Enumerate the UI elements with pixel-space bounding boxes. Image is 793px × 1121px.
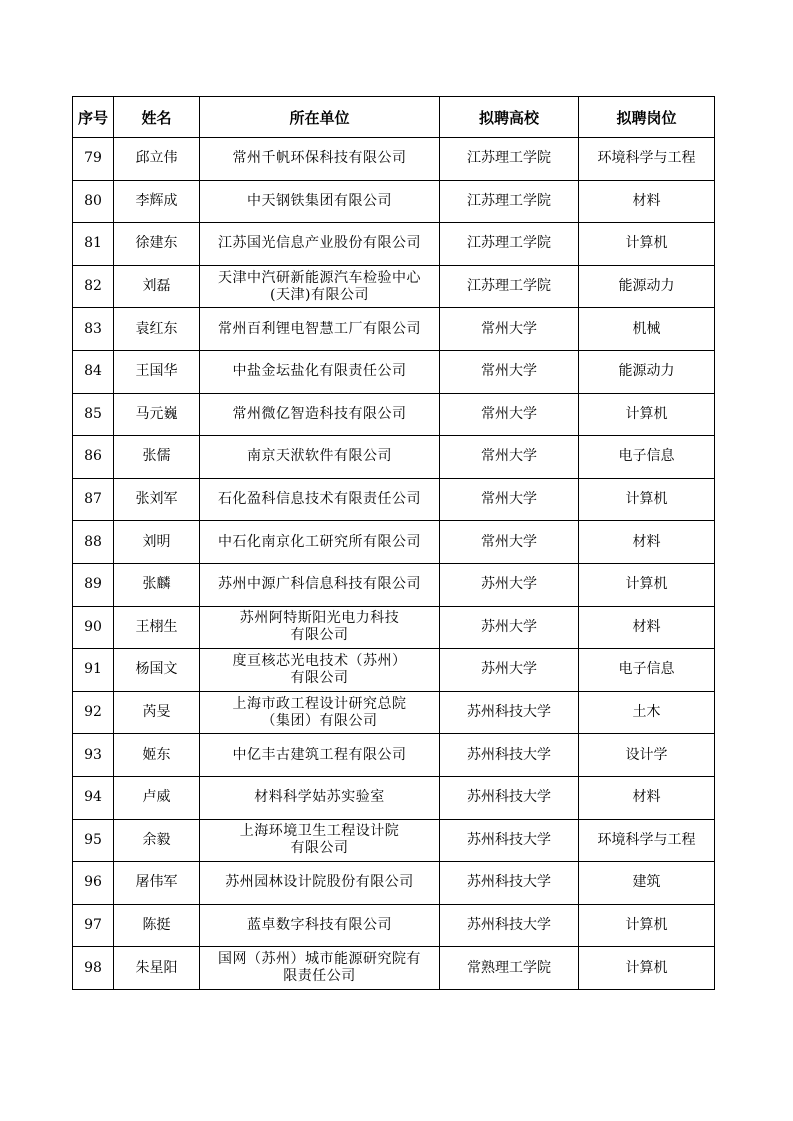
cell-school: 苏州大学 (440, 606, 579, 649)
cell-name: 杨国文 (114, 649, 200, 692)
cell-post: 设计学 (579, 734, 715, 777)
table-row (73, 521, 715, 564)
cell-unit (200, 563, 440, 606)
cell-post: 能源动力 (579, 265, 715, 308)
cell-post: 计算机 (579, 904, 715, 947)
cell-unit (200, 947, 440, 990)
cell-no: 81 (73, 223, 114, 266)
table-row (73, 308, 715, 351)
cell-name: 刘磊 (114, 265, 200, 308)
cell-unit (200, 904, 440, 947)
cell-no: 83 (73, 308, 114, 351)
table-row (73, 478, 715, 521)
cell-name: 王国华 (114, 350, 200, 393)
cell-no: 79 (73, 138, 114, 181)
unit-line-2: 限责任公司 (283, 968, 356, 985)
cell-no: 92 (73, 691, 114, 734)
cell-post: 土木 (579, 691, 715, 734)
unit-line-2: (天津)有限公司 (270, 286, 369, 303)
table-row (73, 223, 715, 266)
unit-line-1: 天津中汽研新能源汽车检验中心 (218, 269, 421, 286)
cell-name: 马元巍 (114, 393, 200, 436)
cell-post: 机械 (579, 308, 715, 351)
unit-line-1: 中亿丰古建筑工程有限公司 (232, 746, 407, 763)
unit-line-2: （集团）有限公司 (261, 712, 378, 729)
cell-no: 89 (73, 563, 114, 606)
cell-name: 张麟 (114, 563, 200, 606)
cell-unit (200, 180, 440, 223)
cell-unit (200, 819, 440, 862)
cell-no: 90 (73, 606, 114, 649)
unit-line-1: 中石化南京化工研究所有限公司 (218, 533, 421, 550)
cell-name: 徐建东 (114, 223, 200, 266)
header-school: 拟聘高校 (440, 97, 579, 138)
unit-line-1: 常州百利锂电智慧工厂有限公司 (218, 320, 421, 337)
cell-unit (200, 734, 440, 777)
cell-name: 袁红东 (114, 308, 200, 351)
cell-no: 84 (73, 350, 114, 393)
unit-line-1: 苏州阿特斯阳光电力科技 (239, 610, 400, 627)
cell-name: 芮旻 (114, 691, 200, 734)
table-row (73, 734, 715, 777)
unit-line-1: 江苏国光信息产业股份有限公司 (218, 235, 421, 252)
header-unit: 所在单位 (200, 97, 440, 138)
header-no: 序号 (73, 97, 114, 138)
unit-line-2: 有限公司 (290, 627, 349, 644)
cell-school: 苏州科技大学 (440, 734, 579, 777)
unit-line-1: 国网（苏州）城市能源研究院有 (218, 951, 421, 968)
cell-unit (200, 223, 440, 266)
cell-no: 86 (73, 436, 114, 479)
cell-unit (200, 393, 440, 436)
cell-post: 建筑 (579, 862, 715, 905)
cell-unit (200, 138, 440, 181)
unit-line-2: 有限公司 (290, 840, 349, 857)
cell-no: 85 (73, 393, 114, 436)
cell-name: 姬东 (114, 734, 200, 777)
cell-post: 环境科学与工程 (579, 819, 715, 862)
unit-line-1: 石化盈科信息技术有限责任公司 (218, 491, 421, 508)
cell-school: 常州大学 (440, 350, 579, 393)
cell-post: 材料 (579, 180, 715, 223)
table-row (73, 649, 715, 692)
cell-school: 苏州大学 (440, 649, 579, 692)
cell-post: 计算机 (579, 563, 715, 606)
cell-school: 江苏理工学院 (440, 180, 579, 223)
cell-name: 王栩生 (114, 606, 200, 649)
unit-line-1: 中盐金坛盐化有限责任公司 (232, 363, 407, 380)
cell-school: 常州大学 (440, 521, 579, 564)
unit-line-1: 度亘核芯光电技术（苏州） (232, 652, 407, 669)
cell-name: 张刘军 (114, 478, 200, 521)
table-row (73, 563, 715, 606)
unit-line-1: 常州微亿智造科技有限公司 (232, 405, 407, 422)
table-row (73, 436, 715, 479)
cell-no: 91 (73, 649, 114, 692)
cell-name: 朱星阳 (114, 947, 200, 990)
cell-name: 张儒 (114, 436, 200, 479)
cell-school: 苏州科技大学 (440, 691, 579, 734)
cell-school: 常州大学 (440, 393, 579, 436)
cell-post: 材料 (579, 521, 715, 564)
cell-school: 苏州科技大学 (440, 862, 579, 905)
cell-unit (200, 776, 440, 819)
cell-unit (200, 862, 440, 905)
cell-unit (200, 478, 440, 521)
cell-school: 常熟理工学院 (440, 947, 579, 990)
cell-name: 卢威 (114, 776, 200, 819)
table-header-row (73, 97, 715, 138)
cell-no: 80 (73, 180, 114, 223)
cell-name: 陈挺 (114, 904, 200, 947)
unit-line-1: 材料科学姑苏实验室 (254, 789, 385, 806)
table-row (73, 180, 715, 223)
table-row (73, 819, 715, 862)
cell-post: 电子信息 (579, 436, 715, 479)
unit-line-1: 中天钢铁集团有限公司 (247, 192, 392, 209)
cell-school: 江苏理工学院 (440, 223, 579, 266)
cell-name: 刘明 (114, 521, 200, 564)
cell-no: 82 (73, 265, 114, 308)
cell-school: 苏州科技大学 (440, 904, 579, 947)
table-row (73, 776, 715, 819)
cell-school: 苏州科技大学 (440, 819, 579, 862)
table-row (73, 862, 715, 905)
cell-no: 96 (73, 862, 114, 905)
cell-post: 计算机 (579, 478, 715, 521)
cell-no: 88 (73, 521, 114, 564)
table-row (73, 691, 715, 734)
unit-line-1: 上海市政工程设计研究总院 (232, 695, 407, 712)
cell-school: 常州大学 (440, 436, 579, 479)
cell-no: 93 (73, 734, 114, 777)
cell-no: 98 (73, 947, 114, 990)
cell-unit (200, 350, 440, 393)
appointment-table (72, 96, 715, 990)
unit-line-1: 南京天洑软件有限公司 (247, 448, 392, 465)
cell-unit (200, 691, 440, 734)
unit-line-1: 常州千帆环保科技有限公司 (232, 150, 407, 167)
unit-line-1: 上海环境卫生工程设计院 (239, 823, 400, 840)
cell-school: 苏州科技大学 (440, 776, 579, 819)
cell-name: 李辉成 (114, 180, 200, 223)
header-name: 姓名 (114, 97, 200, 138)
cell-post: 能源动力 (579, 350, 715, 393)
table-row (73, 904, 715, 947)
unit-line-1: 蓝卓数字科技有限公司 (247, 916, 392, 933)
cell-post: 电子信息 (579, 649, 715, 692)
cell-unit (200, 649, 440, 692)
cell-post: 计算机 (579, 393, 715, 436)
table-row (73, 265, 715, 308)
unit-line-1: 苏州中源广科信息科技有限公司 (218, 576, 421, 593)
table-row (73, 606, 715, 649)
cell-post: 计算机 (579, 947, 715, 990)
cell-no: 94 (73, 776, 114, 819)
cell-school: 江苏理工学院 (440, 265, 579, 308)
table-row (73, 393, 715, 436)
cell-school: 常州大学 (440, 308, 579, 351)
cell-post: 材料 (579, 606, 715, 649)
table-row (73, 350, 715, 393)
cell-unit (200, 265, 440, 308)
unit-line-2: 有限公司 (290, 669, 349, 686)
cell-no: 97 (73, 904, 114, 947)
table-row (73, 947, 715, 990)
cell-unit (200, 521, 440, 564)
cell-no: 95 (73, 819, 114, 862)
header-post: 拟聘岗位 (579, 97, 715, 138)
cell-unit (200, 436, 440, 479)
cell-school: 江苏理工学院 (440, 138, 579, 181)
unit-line-1: 苏州园林设计院股份有限公司 (225, 874, 414, 891)
cell-post: 计算机 (579, 223, 715, 266)
cell-name: 邱立伟 (114, 138, 200, 181)
cell-school: 常州大学 (440, 478, 579, 521)
cell-school: 苏州大学 (440, 563, 579, 606)
cell-no: 87 (73, 478, 114, 521)
cell-post: 环境科学与工程 (579, 138, 715, 181)
cell-unit (200, 308, 440, 351)
cell-name: 屠伟军 (114, 862, 200, 905)
cell-name: 余毅 (114, 819, 200, 862)
cell-post: 材料 (579, 776, 715, 819)
table-row (73, 138, 715, 181)
cell-unit (200, 606, 440, 649)
